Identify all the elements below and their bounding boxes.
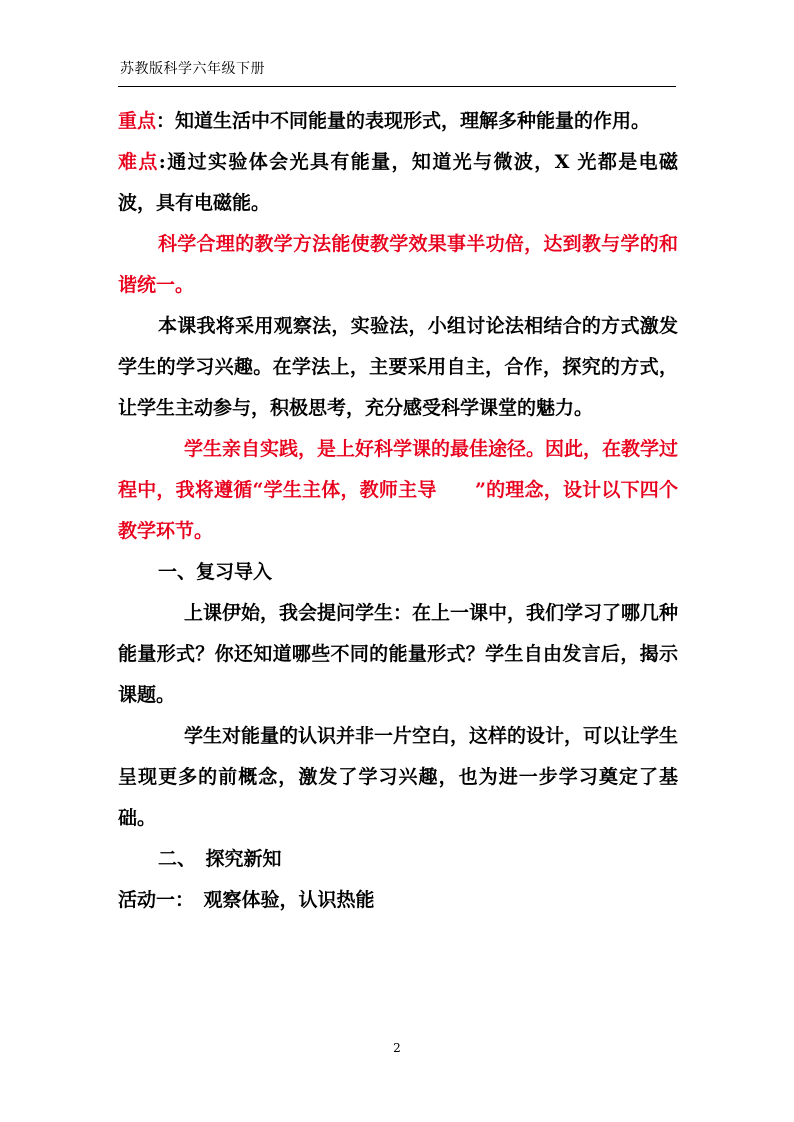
difficulty-text: 通过实验体会光具有能量，知道光与微波，X 光都是电磁波，具有电磁能。: [118, 151, 678, 214]
header-divider: [118, 86, 676, 87]
document-body: [118, 101, 678, 921]
method-paragraph: 本课我将采用观察法，实验法，小组讨论法相结合的方式激发学生的学习兴趣。在学法上，主要采用自主，合作，探究的方式，让学生主动参与，积极思考，充分感受科学课堂的魅力。: [118, 315, 678, 419]
difficulty-paragraph: [118, 142, 678, 224]
section-one-paragraph-2: 学生对能量的认识并非一片空白，这样的设计，可以让学生呈现更多的前概念，激发了学习兴趣，也为进一步学习奠定了基础。: [118, 725, 679, 829]
practice-intro-paragraph: 学生亲自实践，是上好科学课的最佳途径。因此，在教学过程中，我将遵循“学生主体，教师主导 ”的理念，设计以下四个教学环节。: [118, 438, 679, 542]
page-number: 2: [393, 1041, 401, 1055]
method-intro-paragraph: 科学合理的教学方法能使教学效果事半功倍，达到教与学的和谐统一。: [118, 233, 678, 296]
section-two-heading: 二、 探究新知: [158, 848, 282, 870]
activity-one-heading: 活动一： 观察体验，认识热能: [118, 889, 375, 911]
key-point-text: 知道生活中不同能量的表现形式，理解多种能量的作用。: [175, 110, 651, 132]
section-one-heading: 一、复习导入: [158, 561, 273, 583]
key-point-colon: ：: [156, 110, 176, 132]
key-point-paragraph: [118, 101, 678, 142]
difficulty-colon: :: [158, 151, 166, 173]
page-header: 苏教版科学六年级下册: [120, 61, 265, 77]
section-one-paragraph-1: 上课伊始，我会提问学生：在上一课中，我们学习了哪几种能量形式？你还知道哪些不同的能量形式？学生自由发言后，揭示课题。: [118, 602, 679, 706]
key-point-label: 重点: [118, 110, 157, 132]
difficulty-label: 难点: [118, 151, 159, 173]
